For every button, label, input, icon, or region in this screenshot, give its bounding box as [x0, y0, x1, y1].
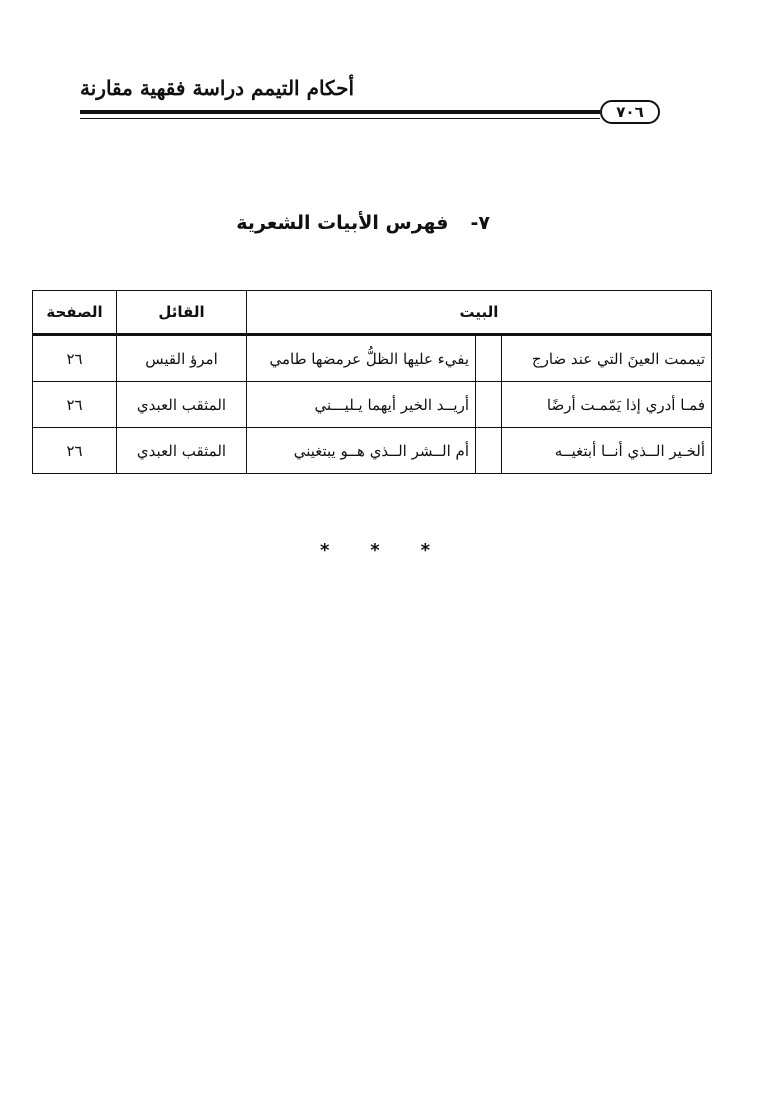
table-row: [33, 382, 712, 428]
page-cell: ٢٦: [33, 335, 117, 382]
poet-cell: المثقب العبدي: [117, 428, 247, 474]
verse-first-hemistich: ألخـير الــذي أنــا أبتغيــه: [502, 428, 712, 474]
table-row: [33, 428, 712, 474]
table-header-row: [33, 291, 712, 335]
header-rule-thick: [80, 110, 600, 114]
table-row: [33, 335, 712, 382]
page-number: ٧٠٦: [600, 100, 660, 124]
verse-second-hemistich: أم الــشر الــذي هــو يبتغيني: [247, 428, 476, 474]
column-header-verse: البيت: [247, 291, 712, 335]
column-header-poet: القائل: [117, 291, 247, 335]
poet-cell: امرؤ القيس: [117, 335, 247, 382]
hemistich-gap: [476, 335, 502, 382]
hemistich-gap: [476, 382, 502, 428]
verse-second-hemistich: أريــد الخير أيهما يـليـــني: [247, 382, 476, 428]
separator-asterisk: *: [320, 540, 330, 561]
section-title: فهرس الأبيات الشعرية: [236, 212, 449, 234]
verse-first-hemistich: تيممت العينَ التي عند ضارج: [502, 335, 712, 382]
hemistich-gap: [476, 428, 502, 474]
separator-asterisk: *: [370, 540, 380, 561]
running-title: أحكام التيمم دراسة فقهية مقارنة: [80, 76, 355, 100]
verse-second-hemistich: يفيء عليها الظلُّ عرمضها طامي: [247, 335, 476, 382]
page-cell: ٢٦: [33, 428, 117, 474]
verses-index-table: [32, 290, 712, 474]
section-number: ٧-: [470, 212, 490, 234]
separator-asterisk: *: [420, 540, 430, 561]
verse-first-hemistich: فمـا أدري إذا يَمّمـت أرضًا: [502, 382, 712, 428]
section-separator: [320, 540, 430, 561]
header-rule-thin: [80, 118, 600, 119]
column-header-page: الصفحة: [33, 291, 117, 335]
page-cell: ٢٦: [33, 382, 117, 428]
section-heading: [236, 212, 490, 234]
poet-cell: المثقب العبدي: [117, 382, 247, 428]
